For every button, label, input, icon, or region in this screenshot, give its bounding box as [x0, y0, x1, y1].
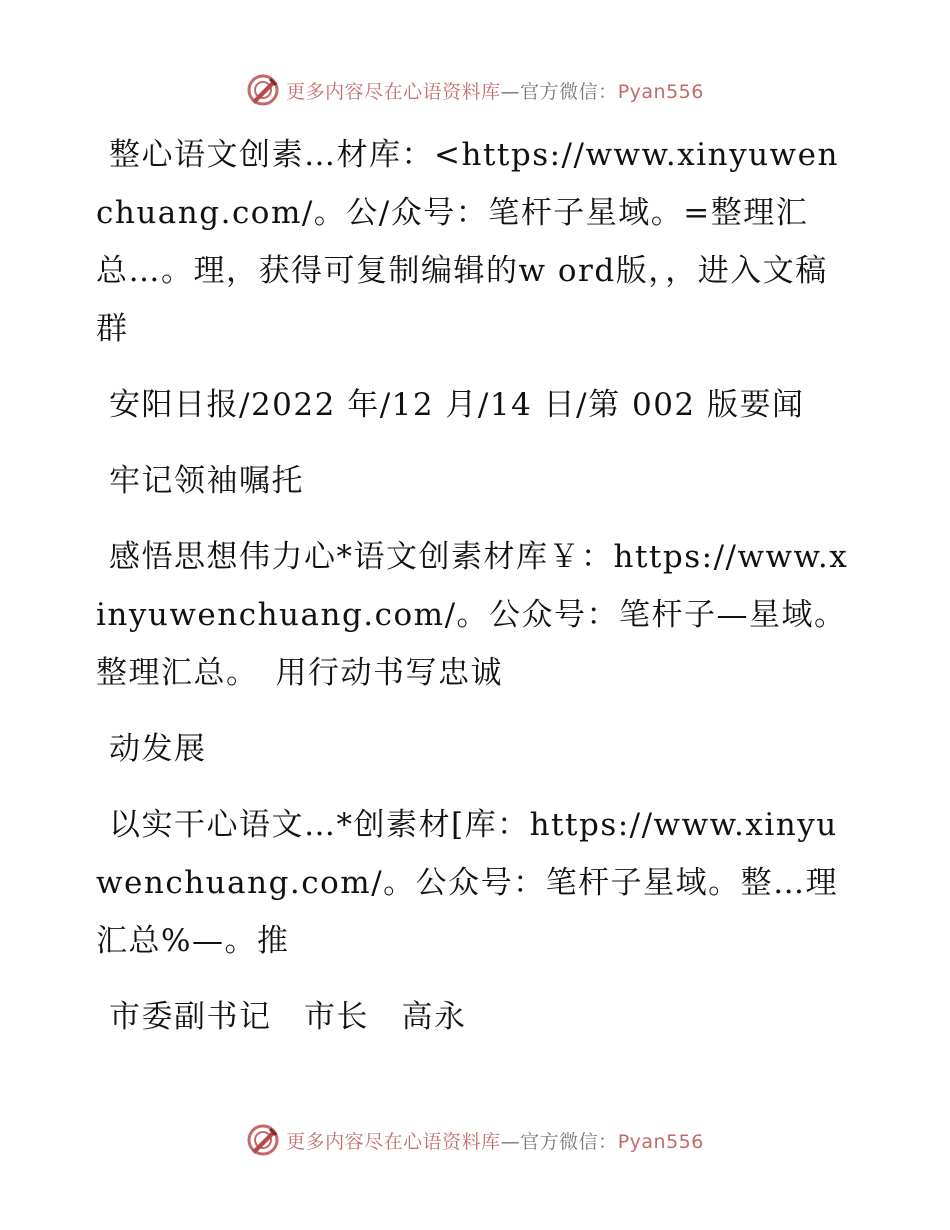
watermark-site-text: 更多内容尽在心语资料库 — [286, 1130, 501, 1153]
pen-logo-icon — [246, 73, 280, 107]
footer-watermark-banner — [0, 1120, 950, 1160]
paragraph-source-line: 安阳日报/2022 年/12 月/14 日/第 002 版要闻 — [109, 387, 805, 423]
pen-logo-icon — [246, 1123, 280, 1157]
paragraph-headline: 牢记领袖嘱托 — [109, 463, 304, 499]
watermark-label: 官方微信： — [520, 80, 618, 103]
watermark-handle: Pyan556 — [617, 1130, 704, 1153]
paragraph-body: 以实干心语文…*创素材[库：https://www.xinyuwenchuang.com/。公众号：笔杆子星域。整…理汇总%—。推 — [96, 807, 839, 959]
paragraph-intro: 整心语文创素…材库：<https://www.xinyuwenchuang.com/。公/众号：笔杆子星域。=整理汇总…。理，获得可复制编辑的w ord版，，进入文稿群 — [96, 137, 839, 347]
watermark-text — [286, 77, 704, 104]
watermark-dash: — — [500, 1130, 521, 1153]
watermark-handle: Pyan556 — [617, 80, 704, 103]
watermark-site-text: 更多内容尽在心语资料库 — [286, 80, 501, 103]
paragraph-author: 市委副书记 市长 高永 — [109, 999, 467, 1035]
watermark-text — [286, 1127, 704, 1154]
document-body — [96, 126, 856, 1064]
watermark-dash: — — [500, 80, 521, 103]
paragraph-continuation: 动发展 — [109, 731, 207, 767]
paragraph-subheadline: 感悟思想伟力心*语文创素材库￥：https://www.xinyuwenchuang.com/。公众号：笔杆子—星域。整理汇总。 用行动书写忠诚 — [96, 539, 849, 691]
watermark-label: 官方微信： — [520, 1130, 618, 1153]
header-watermark-banner — [0, 70, 950, 110]
